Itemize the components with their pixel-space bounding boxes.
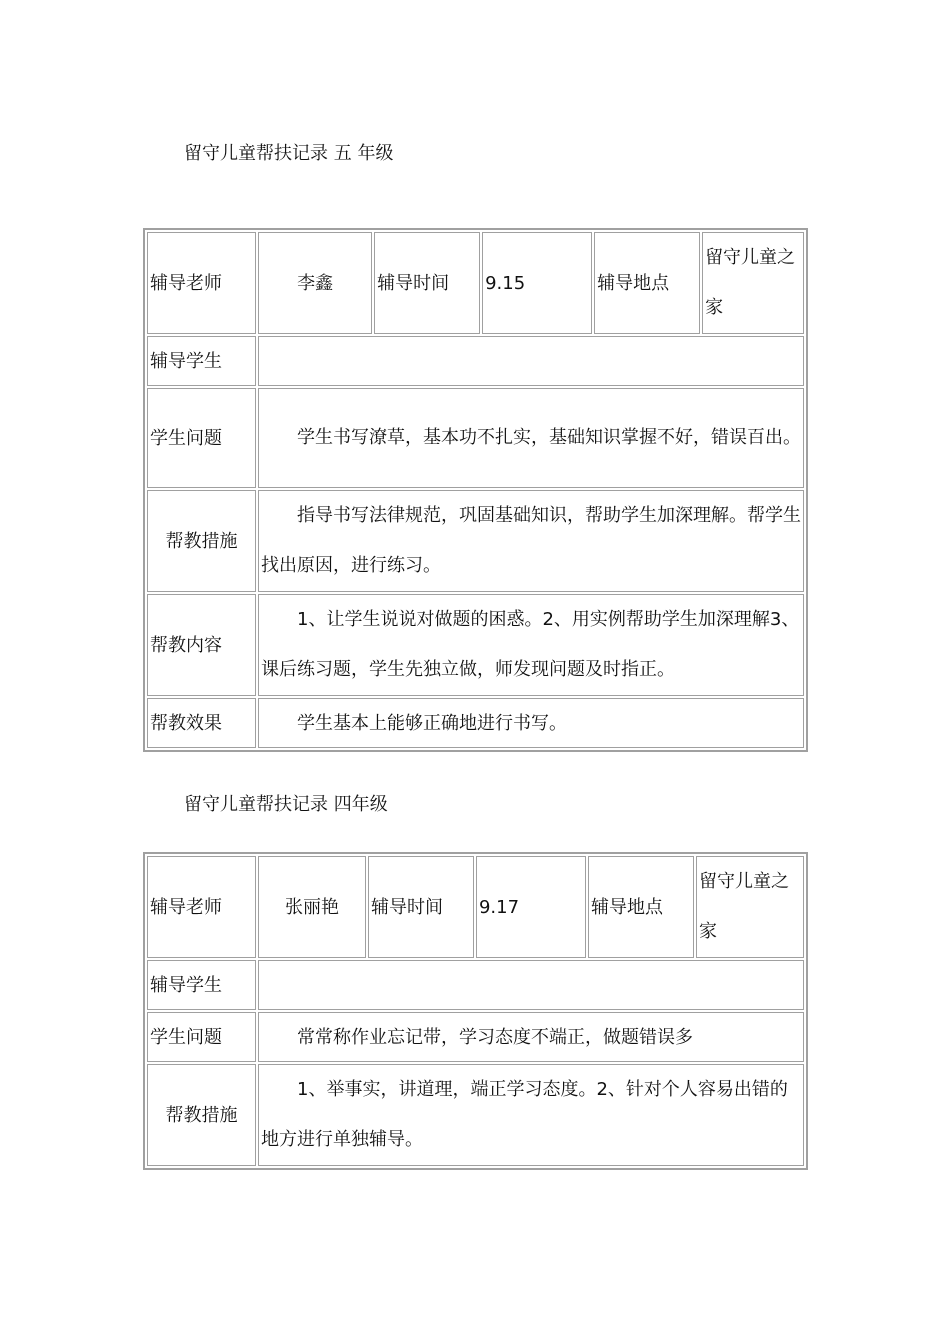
student-label: 辅导学生 — [147, 336, 256, 386]
place-label: 辅导地点 — [588, 856, 694, 958]
place-value: 留守儿童之家 — [696, 856, 804, 958]
record-title: 留守儿童帮扶记录 五 年级 — [184, 143, 394, 164]
time-value: 9.17 — [476, 856, 586, 958]
problem-value: 常常称作业忘记带，学习态度不端正，做题错误多 — [258, 1012, 804, 1062]
student-value — [258, 960, 804, 1010]
measures-value: 指导书写法律规范，巩固基础知识，帮助学生加深理解。帮学生找出原因，进行练习。 — [258, 490, 804, 592]
record-title: 留守儿童帮扶记录 四年级 — [184, 794, 388, 815]
problem-label: 学生问题 — [147, 1012, 256, 1062]
problem-value: 学生书写潦草，基本功不扎实，基础知识掌握不好，错误百出。 — [258, 388, 804, 488]
content-value: 1、让学生说说对做题的困惑。2、用实例帮助学生加深理解3、课后练习题，学生先独立做，师发现问题及时指正。 — [258, 594, 804, 696]
student-value — [258, 336, 804, 386]
teacher-value: 李鑫 — [258, 232, 372, 334]
teacher-value: 张丽艳 — [258, 856, 366, 958]
effect-label: 帮教效果 — [147, 698, 256, 748]
record-table-grade4 — [143, 852, 808, 1170]
measures-label: 帮教措施 — [147, 490, 256, 592]
time-label: 辅导时间 — [368, 856, 474, 958]
time-label: 辅导时间 — [374, 232, 480, 334]
content-label: 帮教内容 — [147, 594, 256, 696]
teacher-label: 辅导老师 — [147, 856, 256, 958]
time-value: 9.15 — [482, 232, 592, 334]
problem-label: 学生问题 — [147, 388, 256, 488]
student-label: 辅导学生 — [147, 960, 256, 1010]
place-label: 辅导地点 — [594, 232, 700, 334]
effect-value: 学生基本上能够正确地进行书写。 — [258, 698, 804, 748]
measures-label: 帮教措施 — [147, 1064, 256, 1166]
measures-value: 1、举事实，讲道理，端正学习态度。2、针对个人容易出错的地方进行单独辅导。 — [258, 1064, 804, 1166]
record-table-grade5 — [143, 228, 808, 752]
place-value: 留守儿童之家 — [702, 232, 804, 334]
teacher-label: 辅导老师 — [147, 232, 256, 334]
